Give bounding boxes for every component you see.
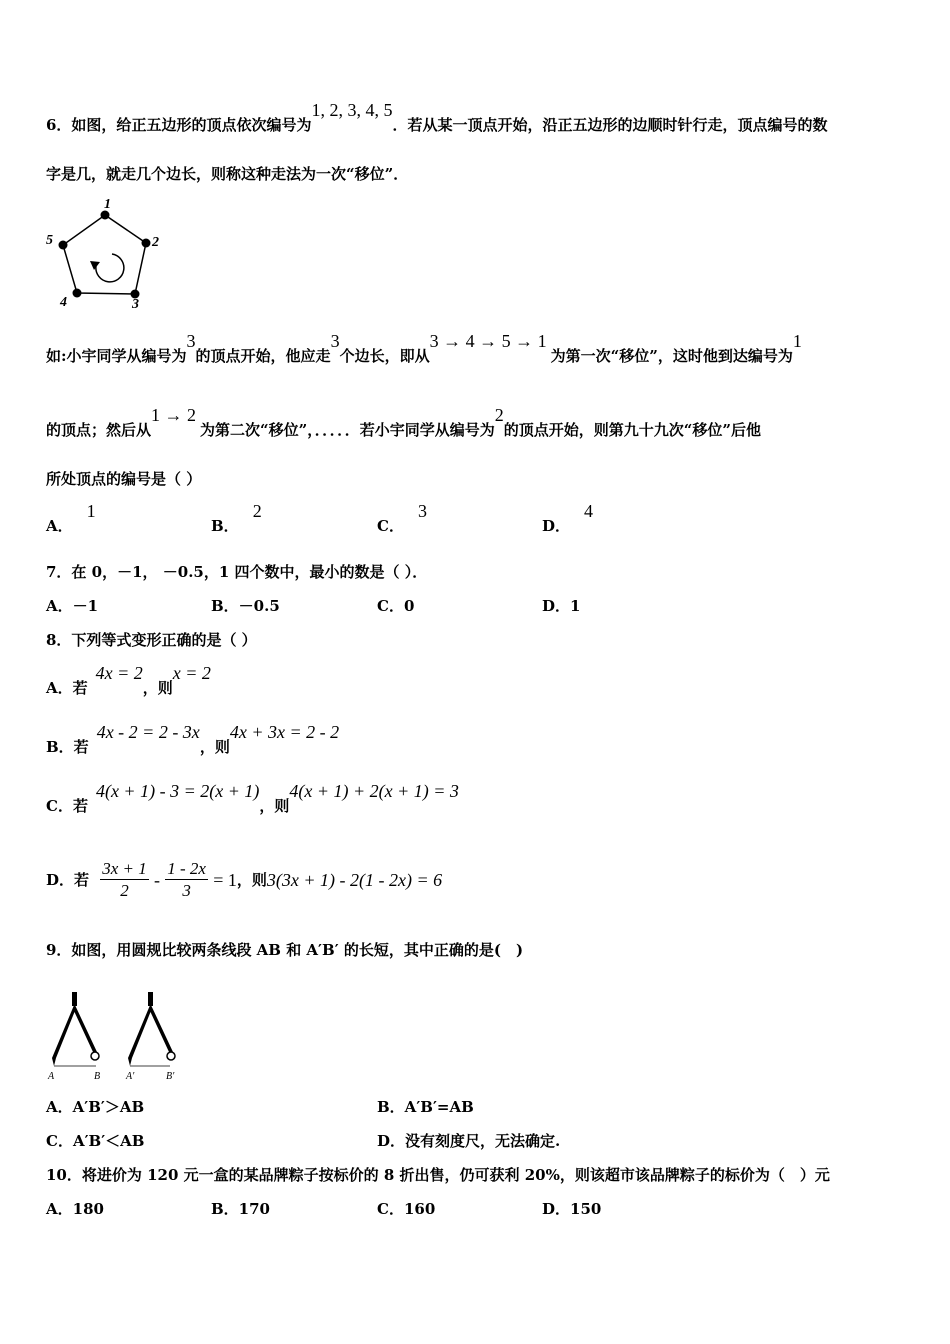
q9-option-d[interactable]: D．没有刻度尺，无法确定. — [377, 1132, 561, 1150]
option-math: 4(x + 1) + 2(x + 1) = 3 — [289, 781, 459, 801]
option-math: 3(3x + 1) - 2(1 - 2x) = 6 — [266, 870, 443, 890]
q7-stem: 7．在 0，－1， －0.5，1 四个数中，最小的数是（ ）． — [46, 563, 428, 581]
q6-option-c[interactable] — [377, 501, 427, 536]
q6-math: 1 → 2 — [151, 405, 197, 425]
q10-option-c[interactable]: C．160 — [377, 1200, 436, 1218]
q6-math-numbers: 1, 2, 3, 4, 5 — [311, 100, 393, 120]
q6-math: 3 — [330, 331, 340, 351]
q8-stem: 8．下列等式变形正确的是（ ） — [46, 631, 257, 649]
fraction-numerator: 3x + 1 — [102, 858, 147, 878]
option-text: ，则 — [199, 738, 230, 756]
vertex-label-2: 2 — [152, 235, 159, 250]
option-math: 4x = 2 — [95, 663, 143, 683]
option-value: 1 — [86, 501, 96, 521]
option-math: = 1 — [213, 870, 237, 890]
option-text: ，则 — [142, 679, 173, 697]
q6-text: 如:小宇同学从编号为 — [46, 347, 187, 365]
q8-option-c[interactable] — [46, 781, 459, 816]
option-math: 4(x + 1) - 3 = 2(x + 1) — [95, 781, 260, 801]
q9-option-b[interactable]: B．A′B′=AB — [377, 1098, 474, 1116]
option-label: B．若 — [46, 738, 89, 756]
q6-text: ．若从某一顶点开始，沿正五边形的边顺时针行走，顶点编号的数 — [392, 116, 828, 134]
vertex-label-1: 1 — [104, 197, 111, 212]
q6-text: 个边长，即从 — [339, 347, 430, 365]
q6-math: 3 → 4 → 5 → 1 — [429, 331, 547, 351]
q10-stem: 10．将进价为 120 元一盒的某品牌粽子按标价的 8 折出售，仍可获利 20%，则该超市该品牌粽子的标价为（ ）元 — [46, 1166, 830, 1184]
option-label: C． — [377, 517, 404, 535]
q8-option-a[interactable] — [46, 663, 211, 698]
q6-text: 为第二次“移位”，．．．．．若小宇同学从编号为 — [200, 421, 495, 439]
point-label-b-prime: B′ — [166, 1071, 175, 1082]
q6-line-3 — [46, 331, 802, 366]
q10-option-a[interactable]: A．180 — [46, 1200, 104, 1218]
q8-option-d[interactable] — [46, 856, 442, 902]
q6-text: 的顶点；然后从 — [46, 421, 152, 439]
option-math: - — [154, 870, 161, 890]
q7-option-b[interactable]: B．－0.5 — [211, 597, 280, 615]
option-label: B． — [211, 517, 239, 535]
q6-text: 的顶点开始，则第九十九次“移位”后他 — [503, 421, 762, 439]
option-label: C．若 — [46, 797, 88, 815]
q7-option-a[interactable]: A．－1 — [46, 597, 99, 615]
q10-option-d[interactable]: D．150 — [542, 1200, 602, 1218]
fraction-2 — [165, 859, 208, 902]
point-label-b: B — [94, 1071, 101, 1082]
option-value: 2 — [252, 501, 262, 521]
q6-line-1 — [46, 100, 828, 135]
q6-text: 的顶点开始，他应走 — [195, 347, 331, 365]
fraction-numerator: 1 - 2x — [167, 858, 206, 878]
q6-text: 为第一次“移位”，这时他到达编号为 — [550, 347, 793, 365]
option-text: ，则 — [259, 797, 290, 815]
option-label: A．若 — [46, 679, 88, 697]
q10-option-b[interactable]: B．170 — [211, 1200, 270, 1218]
option-text: ，则 — [236, 871, 267, 889]
option-label: D． — [542, 517, 571, 535]
q9-option-c[interactable]: C．A′B′＜AB — [46, 1132, 145, 1150]
q6-text: 6．如图，给正五边形的顶点依次编号为 — [46, 116, 312, 134]
fraction-1 — [100, 859, 149, 902]
option-math: 4x + 3x = 2 - 2 — [229, 722, 340, 742]
point-label-a: A — [48, 1071, 55, 1082]
q6-line-2: 字是几，就走几个边长，则称这种走法为一次“移位”． — [46, 165, 409, 183]
option-value: 4 — [584, 501, 594, 521]
q6-line-4 — [46, 405, 762, 440]
q9-option-a[interactable]: A．A′B′＞AB — [46, 1098, 145, 1116]
q6-option-a[interactable] — [46, 501, 96, 536]
compass-figure — [44, 990, 194, 1082]
option-label: D．若 — [46, 871, 90, 889]
q6-math: 1 — [792, 331, 802, 351]
q9-stem: 9．如图，用圆规比较两条线段 AB 和 A′B′ 的长短，其中正确的是( ) — [46, 941, 524, 959]
pentagon-figure — [40, 194, 170, 310]
q6-line-5: 所处顶点的编号是（ ） — [46, 470, 202, 488]
option-math: x = 2 — [172, 663, 211, 683]
vertex-label-5: 5 — [46, 233, 53, 248]
fraction-denominator: 3 — [182, 880, 191, 900]
q6-option-d[interactable] — [542, 501, 594, 536]
option-math: 4x - 2 = 2 - 3x — [96, 722, 200, 742]
option-value: 3 — [417, 501, 427, 521]
q7-option-c[interactable]: C．0 — [377, 597, 415, 615]
q7-option-d[interactable]: D．1 — [542, 597, 581, 615]
q8-option-b[interactable] — [46, 722, 340, 757]
option-label: A． — [46, 517, 73, 535]
q6-math: 3 — [186, 331, 196, 351]
vertex-label-4: 4 — [60, 295, 67, 310]
point-label-a-prime: A′ — [126, 1071, 135, 1082]
vertex-label-3: 3 — [132, 297, 139, 310]
fraction-denominator: 2 — [120, 880, 129, 900]
q6-option-b[interactable] — [211, 501, 262, 536]
q6-math: 2 — [494, 405, 504, 425]
